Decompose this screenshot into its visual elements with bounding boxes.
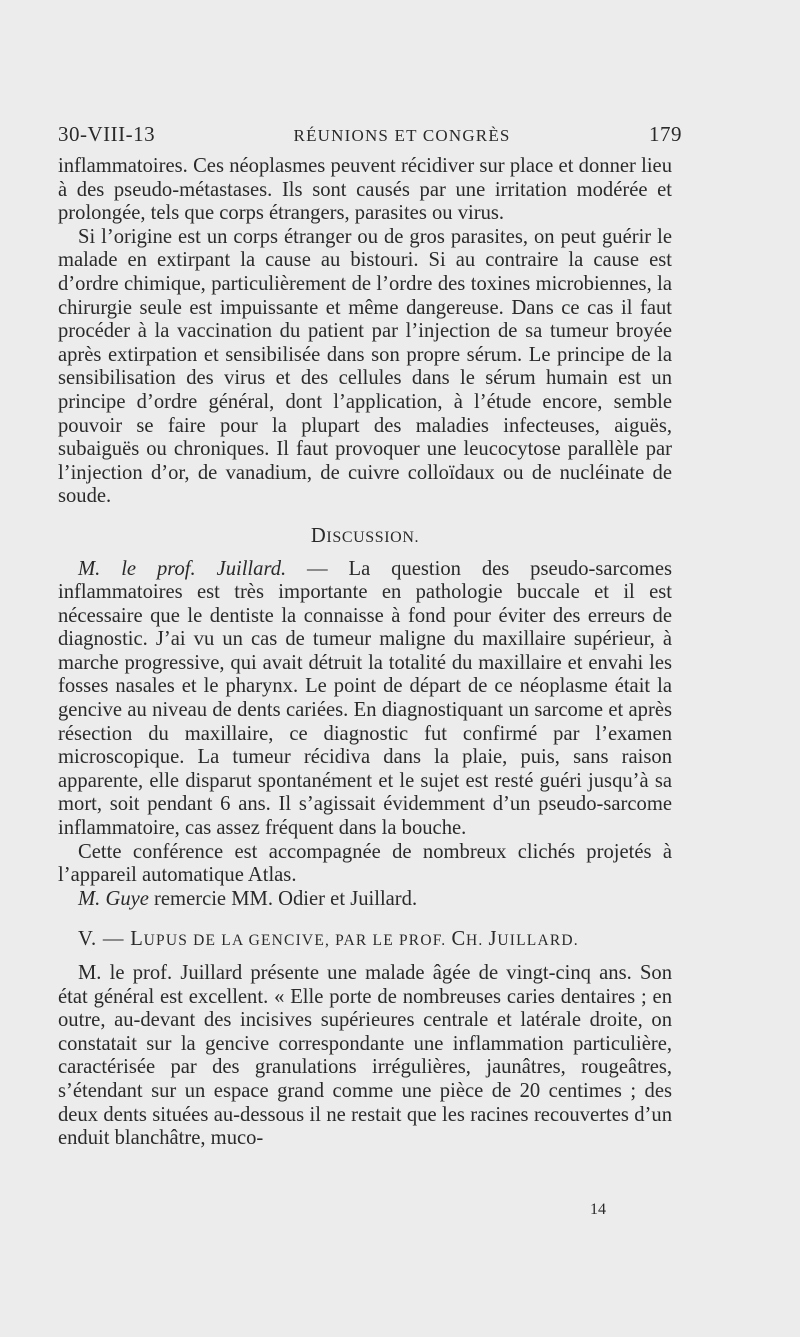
paragraph-lupus-case: M. le prof. Juillard présente une malade âgée de vingt-cinq ans. Son état général est excellent. « Elle porte de nombreuses caries dentaires ; en outre, au-devant des incisives supérieures centrale et latérale droite, on constatait sur la gencive correspondante une inflammation particulière, caractérisée par des granulations irrégulières, jaunâtres, rougeâtres, s’étendant sur un espace grand comme une pièce de 20 centimes ; des deux dents situées au-dessous il ne restait que les racines recouvertes d’un enduit blanchâtre, muco- bbox=[58, 962, 672, 1150]
paragraph-conference: Cette conférence est accompagnée de nombreux clichés projetés à l’appareil automatique Atlas. bbox=[58, 840, 672, 887]
date-code: 30-VIII-13 bbox=[58, 122, 156, 146]
running-header bbox=[58, 120, 682, 150]
section-v-number: V. — bbox=[78, 928, 131, 951]
discussion-heading-rest: ISCUSSION. bbox=[326, 528, 420, 546]
speaker-juillard: M. le prof. Juillard. bbox=[78, 557, 287, 580]
discussion-heading bbox=[58, 525, 672, 550]
paragraph-continuation: inflammatoires. Ces néoplasmes peuvent récidiver sur place et donner lieu à des pseudo-métastases. Ils sont causés par une irritation modérée et prolongée, tels que corps étrangers, parasites ou virus. bbox=[58, 155, 672, 225]
section-v-j-initial: J bbox=[488, 928, 498, 951]
signature-mark: 14 bbox=[590, 1201, 606, 1218]
page-body bbox=[58, 155, 672, 1151]
juillard-text: — La question des pseudo-sarcomes inflammatoires est très importante en pathologie buccale et il est nécessaire que le dentiste la connaisse à fond pour éviter des erreurs de diagnostic. J’ai vu un cas de tumeur maligne du maxillaire supérieur, à marche progressive, qui avait détruit la totalité du maxillaire et envahi les fosses nasales et le pharynx. Le point de départ de ce néoplasme était la gencive au niveau de dents cariées. En diagnostiquant un sarcome et après résection du maxillaire, ce diagnostic fut confirmé par l’examen microscopique. La tumeur récidiva dans la plaie, puis, sans raison apparente, elle disparut spontanément et le sujet est resté guéri jusqu’à sa mort, soit pendant 6 ans. Il s’agissait évidemment d’un pseudo-sarcome inflammatoire, cas assez fréquent dans la bouche. bbox=[58, 557, 672, 840]
paragraph-guye bbox=[58, 888, 672, 912]
speaker-guye: M. Guye bbox=[78, 887, 149, 910]
page-number: 179 bbox=[648, 122, 682, 146]
running-title: RÉUNIONS ET CONGRÈS bbox=[293, 126, 511, 145]
section-v-l-rest: UPUS DE LA GENCIVE, PAR LE PROF. bbox=[143, 932, 452, 950]
section-v-j-rest: UILLARD. bbox=[497, 932, 579, 950]
discussion-heading-initial: D bbox=[310, 524, 327, 547]
section-v-heading bbox=[58, 928, 672, 953]
paragraph-treatment: Si l’origine est un corps étranger ou de gros parasites, on peut guérir le malade en extirpant la cause au bistouri. Si au contraire la cause est d’ordre chimique, particulièrement de l’ordre des toxines microbiennes, la chirurgie seule est impuissante et même dangereuse. Dans ce cas il faut procéder à la vaccination du patient par l’injection de sa tumeur broyée après extirpation et sensibilisée dans son propre sérum. Le principe de la sensibilisation des virus et des cellules dans le sérum humain est un principe d’ordre général, dont l’application, à l’étude encore, semble pouvoir se faire pour la plupart des maladies infecteuses, aiguës, subaiguës ou chroniques. Il faut provoquer une leucocytose parallèle par l’injection d’or, de vanadium, de cuivre colloïdaux ou de nucléinate de soude. bbox=[58, 225, 672, 508]
section-v-ch-rest: H. bbox=[466, 932, 489, 950]
section-v-l-initial: L bbox=[130, 928, 144, 951]
paragraph-juillard bbox=[58, 558, 672, 841]
guye-text: remercie MM. Odier et Juillard. bbox=[148, 887, 418, 910]
section-v-ch-initial: C bbox=[451, 928, 466, 951]
